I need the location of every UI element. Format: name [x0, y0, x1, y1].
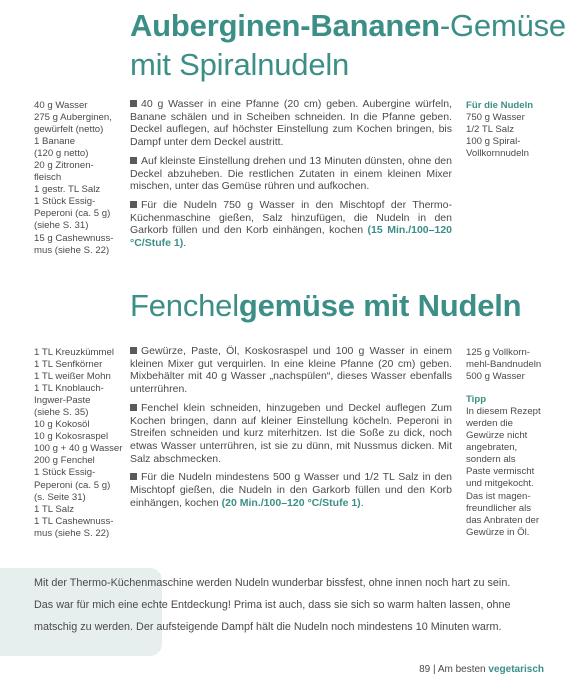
tip-line: freundlicher als: [466, 502, 532, 514]
instruction-step: Auf kleinste Einstellung drehen und 13 Minuten dünsten, ohne den Deckel abzuheben. Die restlichen Zutaten in einem kleinen Mixer mischen, unter das Gemüse rühren und aufkochen.: [130, 154, 452, 193]
bullet-square-icon: [130, 157, 137, 164]
bullet-square-icon: [130, 201, 137, 208]
ingredient-line: 200 g Fenchel: [34, 455, 95, 467]
ingredient-line: mus (siehe S. 22): [34, 527, 110, 539]
instruction-step: Fenchel klein schneiden, hinzugeben und Deckel auflegen Zum Kochen bringen, dann auf kleiner Einstellung köcheln. Peperoni in Streifen schneiden und kurz miterhitzen. Ist die Soße zu dick, noch etwas Wasser unterrühren, ist sie zu dünn, mit Nussmus dicken. Mit Salz abschmecken.: [130, 401, 452, 465]
ingredient-line: 1 TL Knoblauch-: [34, 383, 104, 395]
tip-line: Paste vermischt: [466, 466, 535, 478]
tip-line: Das ist magen-: [466, 490, 531, 502]
ingredient-line: (siehe S. 31): [34, 220, 89, 232]
ingredient-line: 1 TL Salz: [34, 503, 74, 515]
section-name: Am besten: [437, 664, 489, 675]
recipe1-ingredients: [34, 100, 126, 257]
recipe2-title: Fenchelgemüse mit Nudeln: [130, 288, 522, 323]
recipe1-noodle-box: [466, 100, 558, 160]
noodle-ingredient: 125 g Vollkorn-: [466, 347, 530, 358]
noodle-ingredient: mehl-Bandnudeln: [466, 359, 542, 371]
ingredient-line: 1 TL weißer Mohn: [34, 371, 111, 383]
ingredient-line: 1 Stück Essig-: [34, 196, 96, 208]
tip-line: angebraten,: [466, 442, 518, 454]
cooking-setting: (15 Min./100–120 °C/Stufe 1): [130, 224, 453, 250]
ingredient-line: 20 g Zitronen-: [34, 160, 94, 172]
ingredient-line: 15 g Cashewnuss-: [34, 232, 114, 244]
bullet-square-icon: [130, 347, 137, 354]
page-footer: 89 | Am besten vegetarisch: [419, 664, 544, 675]
bullet-square-icon: [130, 100, 137, 107]
instruction-step: Gewürze, Paste, Öl, Koskosraspel und 100 g Wasser in einem kleinen Mixer gut verquirlen. In eine kleine Pfanne (20 cm) geben. Mixbehälter mit 40 g Wasser „nachspülen“, dieses Wasser ebenfalls unterrühren.: [130, 345, 452, 396]
instruction-step: 40 g Wasser in eine Pfanne (20 cm) geben. Aubergine würfeln, Banane schälen und in Scheiben schneiden. In die Pfanne geben. Deckel auflegen, auf höchster Einstellung zum Kochen bringen, bis Dampf unter dem Deckel austritt.: [130, 98, 452, 149]
bullet-square-icon: [130, 404, 137, 411]
tip-line: sondern als: [466, 454, 516, 466]
quote-line: Das war für mich eine echte Entdeckung! Prima ist auch, dass sie sich so warm halten lassen, ohne: [34, 599, 511, 611]
tip-line: In diesem Rezept: [466, 406, 541, 418]
ingredient-line: 1 TL Cashewnuss-: [34, 515, 114, 527]
ingredient-line: (siehe S. 35): [34, 407, 89, 419]
ingredient-line: gewürfelt (netto): [34, 124, 104, 136]
recipe1-title: Auberginen-Bananen-Gemüse mit Spiralnudeln: [130, 8, 566, 82]
bullet-square-icon: [130, 473, 137, 480]
ingredient-line: 40 g Wasser: [34, 100, 88, 111]
recipe1-instructions: [130, 98, 452, 256]
ingredient-line: 1 TL Senfkörner: [34, 359, 103, 371]
ingredient-line: fleisch: [34, 172, 62, 184]
ingredient-line: 1 Stück Essig-: [34, 467, 96, 479]
tip-heading: Tipp: [466, 394, 487, 406]
tip-line: Gewürze nicht: [466, 430, 528, 442]
quote-line: Mit der Thermo-Küchenmaschine werden Nudeln wunderbar bissfest, ohne innen noch hart zu sein.: [34, 577, 511, 589]
recipe2-side-column: [466, 347, 558, 539]
quote-line: matschig zu werden. Der aufsteigende Dampf hält die Nudeln noch mindestens 10 Minuten warm.: [34, 621, 502, 633]
ingredient-line: Peperoni (ca. 5 g): [34, 208, 111, 220]
ingredient-line: mus (siehe S. 22): [34, 244, 110, 256]
tip-line: und mitgekocht.: [466, 478, 534, 490]
instruction-step: Für die Nudeln 750 g Wasser in den Mischtopf der Thermo-Küchenmaschine gießen, Salz hinzufügen, die Nudeln in den Garkorb füllen und den Korb einhängen, kochen (15 Min./100–120 °C/Stufe 1).: [130, 198, 453, 250]
cooking-setting: (20 Min./100–120 °C/Stufe 1): [221, 496, 361, 509]
tip-line: Gewürze in Öl.: [466, 526, 530, 538]
ingredient-line: Peperoni (ca. 5 g): [34, 479, 111, 491]
ingredient-line: 275 g Auberginen,: [34, 112, 112, 124]
tip-line: das Anbraten der: [466, 514, 540, 526]
author-quote: [34, 572, 546, 638]
recipe2-ingredients: [34, 347, 126, 540]
noodle-ingredient: 1/2 TL Salz: [466, 124, 514, 136]
section-name-bold: vegetarisch: [488, 664, 544, 675]
recipe2-instructions: [130, 345, 452, 515]
ingredient-line: 10 g Kokosöl: [34, 419, 90, 431]
noodle-ingredient: 100 g Spiral-: [466, 136, 521, 148]
ingredient-line: 1 gestr. TL Salz: [34, 184, 101, 196]
noodle-ingredient: 500 g Wasser: [466, 371, 525, 383]
ingredient-line: 10 g Kokosraspel: [34, 431, 109, 443]
noodle-ingredient: 750 g Wasser: [466, 112, 525, 124]
noodle-box-heading: Für die Nudeln: [466, 100, 534, 111]
ingredient-line: 100 g + 40 g Wasser: [34, 443, 123, 455]
instruction-step: Für die Nudeln mindestens 500 g Wasser und 1/2 TL Salz in den Mischtopf gießen, die Nudeln in den Garkorb füllen und den Korb einhängen, kochen (20 Min./100–120 °C/Stufe 1).: [130, 471, 452, 509]
page-number: 89: [419, 664, 431, 675]
ingredient-line: 1 Banane: [34, 136, 76, 148]
ingredient-line: (120 g netto): [34, 148, 89, 160]
noodle-ingredient: Vollkornnudeln: [466, 148, 529, 160]
ingredient-line: Ingwer-Paste: [34, 395, 91, 407]
ingredient-line: 1 TL Kreuzkümmel: [34, 347, 114, 358]
ingredient-line: (s. Seite 31): [34, 491, 86, 503]
tip-line: werden die: [466, 418, 513, 430]
